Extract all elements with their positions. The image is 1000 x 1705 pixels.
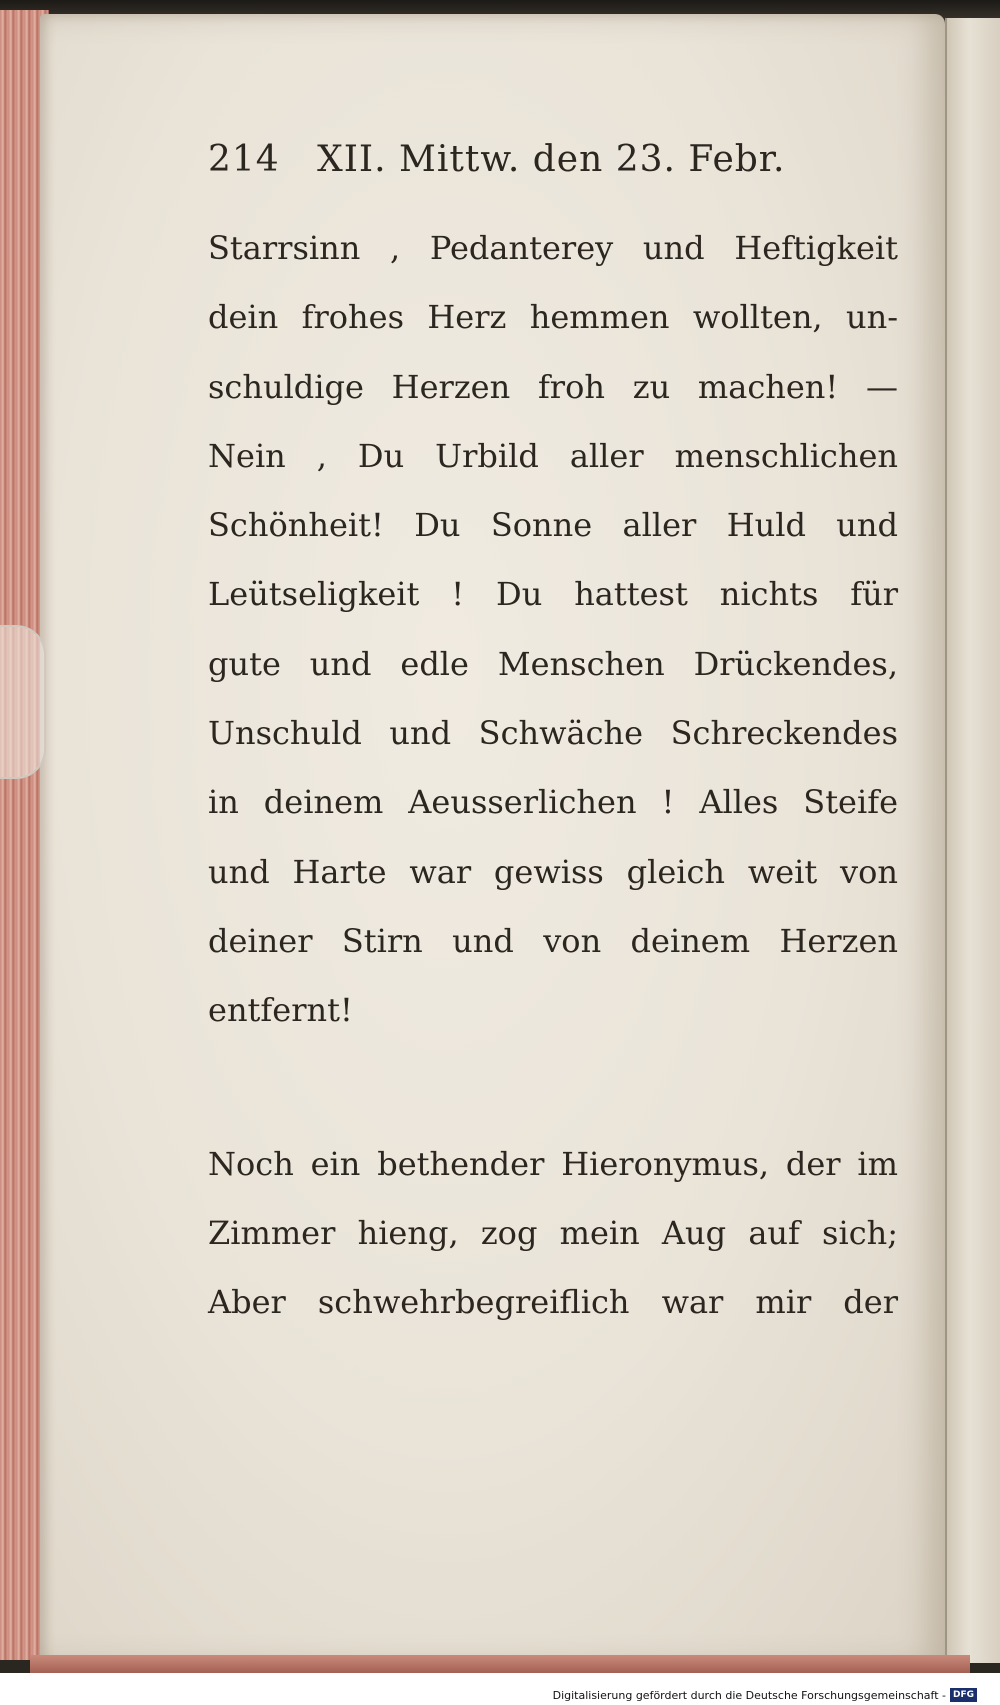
credit-text: Digitalisierung gefördert durch die Deutsche Forschungsgemeinschaft - bbox=[552, 1688, 946, 1702]
text-line: gute und edle Menschen Drückendes, bbox=[208, 644, 898, 683]
digitization-credit bbox=[550, 1687, 980, 1703]
page-number: 214 bbox=[208, 139, 280, 180]
text-line: Starrsinn , Pedanterey und Heftigkeit bbox=[208, 229, 898, 267]
book-bottom-edge bbox=[30, 1655, 970, 1673]
text-line: schuldige Herzen froh zu machen! — bbox=[208, 367, 898, 406]
text-line: Leütseligkeit ! Du hattest nichts für bbox=[208, 575, 898, 614]
text-line: Zimmer hieng, zog mein Aug auf sich; bbox=[208, 1213, 898, 1252]
text-line: Schönheit! Du Sonne aller Huld und bbox=[208, 506, 898, 545]
text-line: Aber schwehrbegreiflich war mir der bbox=[208, 1283, 898, 1322]
page-text bbox=[208, 130, 898, 1337]
text-line: Unschuld und Schwäche Schreckendes bbox=[208, 714, 898, 753]
text-line: deiner Stirn und von deinem Herzen bbox=[208, 921, 898, 960]
running-header bbox=[208, 130, 898, 214]
page-tab-marker bbox=[0, 625, 46, 779]
text-line: und Harte war gewiss gleich weit von bbox=[208, 852, 898, 891]
paragraph-gap bbox=[208, 1046, 898, 1130]
dfg-logo: DFG bbox=[950, 1688, 977, 1702]
paragraph-2 bbox=[208, 1130, 898, 1338]
text-line: Noch ein bethender Hieronymus, der im bbox=[208, 1144, 898, 1183]
running-title: XII. Mittw. den 23. Febr. bbox=[317, 139, 786, 180]
paragraph-1 bbox=[208, 214, 898, 1046]
text-line: Nein , Du Urbild aller menschlichen bbox=[208, 436, 898, 475]
text-line: in deinem Aeusserlichen ! Alles Steife bbox=[208, 783, 898, 822]
text-line: dein frohes Herz hemmen wollten, un- bbox=[208, 298, 898, 337]
facing-page-edge bbox=[945, 18, 1000, 1663]
text-line: entfernt! bbox=[208, 991, 353, 1030]
